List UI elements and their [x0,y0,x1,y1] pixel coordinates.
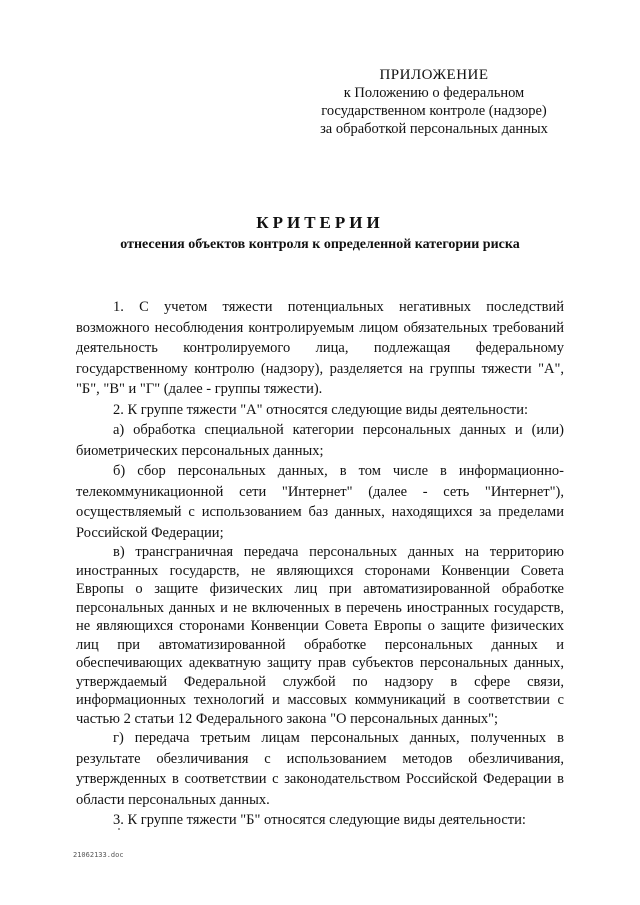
file-name-footer: 21062133.doc [73,851,124,859]
document-subtitle: отнесения объектов контроля к определенной категории риска [120,237,520,252]
paragraph-2g: г) передача третьим лицам персональных данных, полученных в результате обезличивания с использованием методов обезличивания, утвержденных в соответствии с законодательством Российской Федерации в области персональных данных. [76,730,564,808]
document-body [76,297,564,831]
appendix-line-3: за обработкой персональных данных [320,121,548,137]
appendix-heading: ПРИЛОЖЕНИЕ [379,67,489,83]
paragraph-3: 3. К группе тяжести "Б" относятся следующие виды деятельности: [113,812,526,828]
scan-mark [118,828,120,830]
appendix-header [300,66,568,138]
paragraph-1: 1. С учетом тяжести потенциальных негативных последствий возможного несоблюдения контролируемым лицом обязательных требований деятельность контролируемого лица, подлежащая федеральному государственному контролю (надзору), разделяется на группы тяжести "А", "Б", "В" и "Г" (далее - группы тяжести). [76,299,564,397]
paragraph-2v: в) трансграничная передача персональных данных на территорию иностранных государств, не являющихся сторонами Конвенции Совета Европы о защите физических лиц при автоматизированной обработке персональных данных и не включенных в перечень иностранных государств, не являющихся сторонами Конвенции Совета Европы о защите физических лиц при автоматизированной обработке персональных данных и обеспечивающих адекватную защиту прав субъектов персональных данных, утверждаемый Федеральной службой по надзору в сфере связи, информационных технологий и массовых коммуникаций в соответствии с частью 2 статьи 12 Федерального закона "О персональных данных"; [76,544,564,727]
appendix-line-1: к Положению о федеральном [343,85,525,101]
paragraph-2a: а) обработка специальной категории персональных данных и (или) биометрических персональных данных; [76,422,564,459]
document-title: КРИТЕРИИ [256,213,384,232]
appendix-line-2: государственном контроле (надзоре) [321,103,547,119]
paragraph-2: 2. К группе тяжести "А" относятся следующие виды деятельности: [113,401,529,418]
paragraph-2b: б) сбор персональных данных, в том числе в информационно-телекоммуникационной сети "Интернет" (далее - сеть "Интернет"), осуществляемый с использованием баз данных, находящихся за пределами Российской Федерации; [76,463,564,541]
